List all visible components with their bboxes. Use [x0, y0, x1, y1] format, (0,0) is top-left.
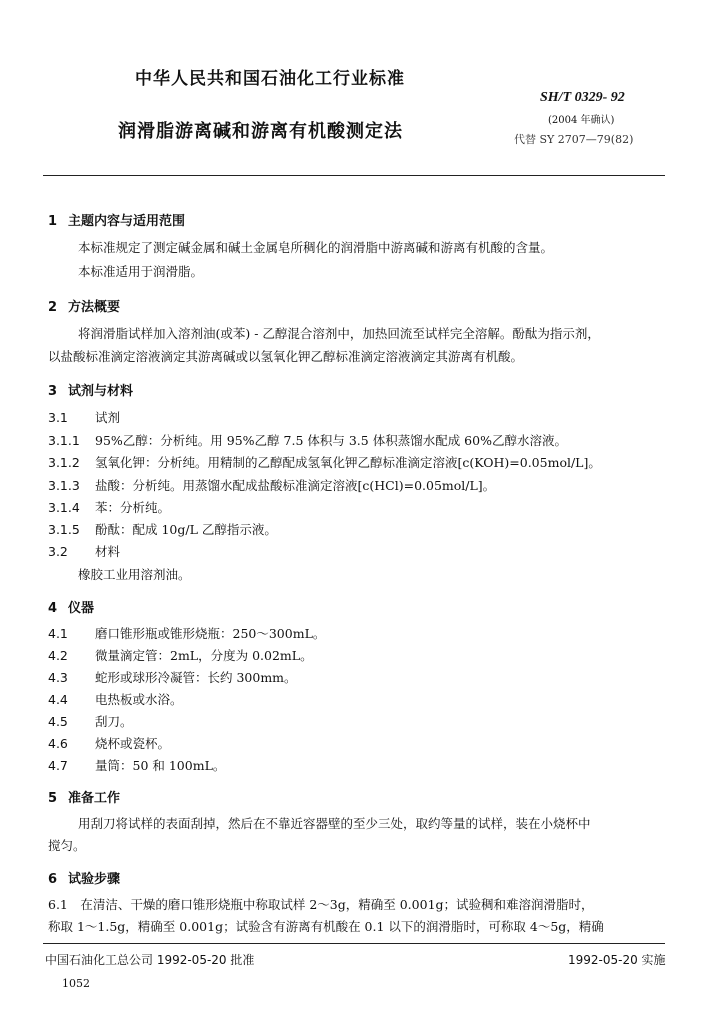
- item-4-3: 4.3 蛇形或球形冷凝管：长约 300mm。: [48, 670, 297, 685]
- section-6-heading: 6 试验步骤: [48, 872, 121, 887]
- issuer-approval: 中国石油化工总公司 1992-05-20 批准: [45, 953, 255, 967]
- section-1-paragraph-1: 本标准规定了测定碱金属和碱土金属皂所稠化的润滑脂中游离碱和游离有机酸的含量。: [78, 240, 554, 255]
- section-3-heading: 3 试剂与材料: [48, 384, 134, 399]
- section-2-line-2: 以盐酸标准滴定溶液滴定其游离碱或以氢氧化钾乙醇标准滴定溶液滴定其游离有机酸。: [48, 349, 524, 364]
- standard-title: 中华人民共和国石油化工行业标准: [135, 69, 405, 89]
- item-4-5: 4.5 刮刀。: [48, 714, 133, 729]
- standard-code: SH/T 0329- 92: [540, 90, 625, 105]
- section-6-line-2: 称取 1～1.5g，精确至 0.001g；试验含有游离有机酸在 0.1 以下的润滑脂时，可称取 4～5g，精确: [48, 919, 604, 934]
- item-4-6: 4.6 烧杯或瓷杯。: [48, 736, 171, 751]
- section-5-line-1: 用刮刀将试样的表面刮掉，然后在不靠近容器壁的至少三处，取约等量的试样，装在小烧杯中: [78, 816, 591, 831]
- item-3-2-text: 橡胶工业用溶剂油。: [78, 567, 191, 582]
- section-2-line-1: 将润滑脂试样加入溶剂油(或苯) - 乙醇混合溶剂中，加热回流至试样完全溶解。酚酞为指示剂，: [78, 326, 600, 341]
- item-4-2: 4.2 微量滴定管：2mL，分度为 0.02mL。: [48, 648, 313, 663]
- section-4-heading: 4 仪器: [48, 601, 95, 616]
- item-3-1-5: 3.1.5 酚酞：配成 10g/L 乙醇指示液。: [48, 522, 277, 537]
- page-number: 1052: [62, 977, 90, 990]
- item-3-1-4: 3.1.4 苯：分析纯。: [48, 500, 171, 515]
- document-title: 润滑脂游离碱和游离有机酸测定法: [118, 121, 403, 142]
- effective-date: 1992-05-20 实施: [568, 953, 666, 967]
- item-3-1: 3.1 试剂: [48, 410, 121, 425]
- replaces-note: 代替 SY 2707—79(82): [514, 133, 634, 146]
- item-4-1: 4.1 磨口锥形瓶或锥形烧瓶：250～300mL。: [48, 626, 326, 641]
- item-3-1-3: 3.1.3 盐酸：分析纯。用蒸馏水配成盐酸标准滴定溶液[c(HCl)=0.05mol/L]。: [48, 478, 496, 493]
- section-1-paragraph-2: 本标准适用于润滑脂。: [78, 264, 204, 279]
- item-3-1-2: 3.1.2 氢氧化钾：分析纯。用精制的乙醇配成氢氧化钾乙醇标准滴定溶液[c(KOH)=0.05mol/L]。: [48, 455, 601, 470]
- section-6-line-1: 6.1 在清洁、干燥的磨口锥形烧瓶中称取试样 2～3g，精确至 0.001g；试验稠和难溶润滑脂时，: [48, 897, 594, 912]
- item-4-7: 4.7 量筒：50 和 100mL。: [48, 758, 226, 773]
- section-5-heading: 5 准备工作: [48, 791, 121, 806]
- footer-divider: [43, 943, 665, 944]
- header-divider: [43, 175, 665, 176]
- section-2-heading: 2 方法概要: [48, 300, 121, 315]
- item-4-4: 4.4 电热板或水浴。: [48, 692, 183, 707]
- section-5-line-2: 搅匀。: [48, 838, 86, 853]
- section-1-heading: 1 主题内容与适用范围: [48, 214, 186, 229]
- confirmation-note: (2004 年确认): [548, 115, 615, 126]
- item-3-1-1: 3.1.1 95%乙醇：分析纯。用 95%乙醇 7.5 体积与 3.5 体积蒸馏水配成 60%乙醇水溶液。: [48, 433, 567, 448]
- item-3-2: 3.2 材料: [48, 544, 121, 559]
